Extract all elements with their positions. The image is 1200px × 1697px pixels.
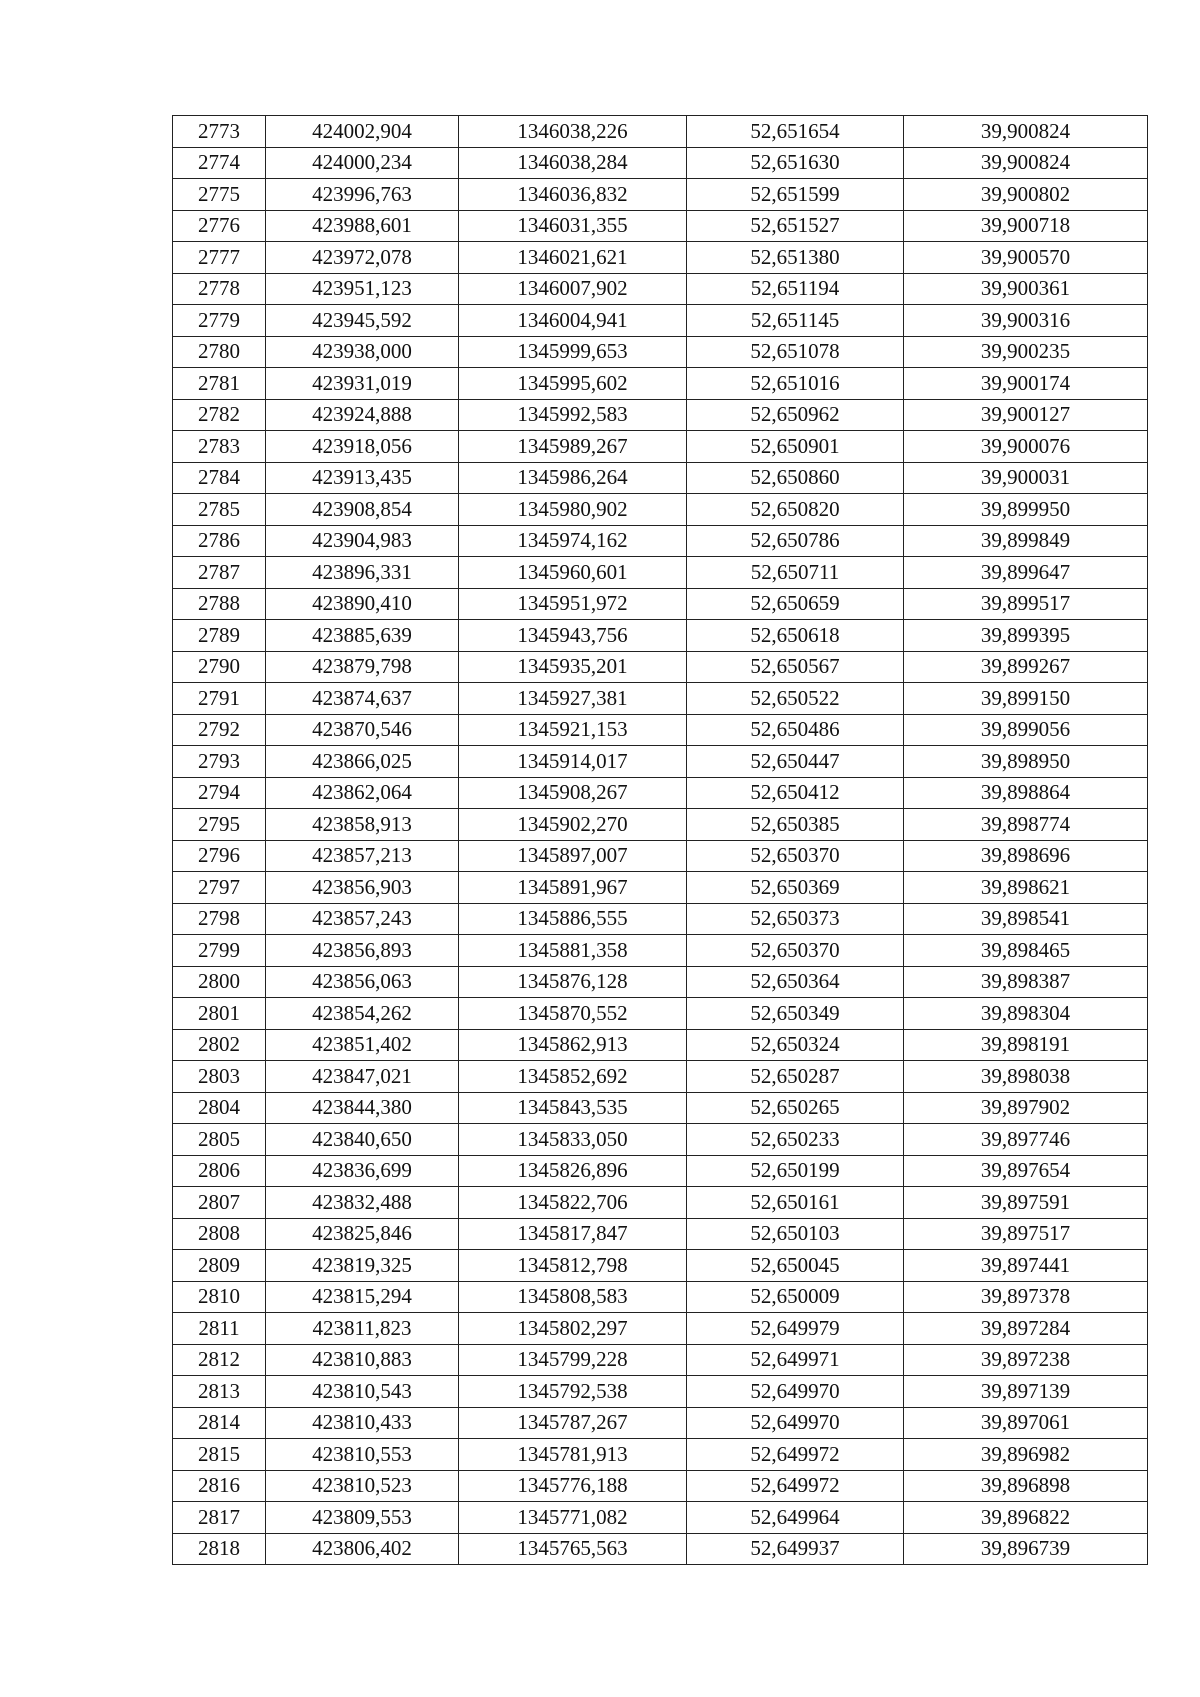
latitude-cell: 52,650711	[687, 557, 904, 589]
latitude-cell: 52,651527	[687, 210, 904, 242]
y-coordinate-cell: 1346031,355	[459, 210, 687, 242]
longitude-cell: 39,898387	[904, 966, 1148, 998]
point-number-cell: 2791	[173, 683, 266, 715]
latitude-cell: 52,650962	[687, 399, 904, 431]
x-coordinate-cell: 423904,983	[266, 525, 459, 557]
table-row	[173, 147, 1148, 179]
longitude-cell: 39,897591	[904, 1187, 1148, 1219]
point-number-cell: 2808	[173, 1218, 266, 1250]
point-number-cell: 2779	[173, 305, 266, 337]
table-row	[173, 242, 1148, 274]
latitude-cell: 52,650199	[687, 1155, 904, 1187]
point-number-cell: 2814	[173, 1407, 266, 1439]
latitude-cell: 52,650412	[687, 777, 904, 809]
latitude-cell: 52,650103	[687, 1218, 904, 1250]
table-row	[173, 651, 1148, 683]
longitude-cell: 39,900570	[904, 242, 1148, 274]
longitude-cell: 39,900718	[904, 210, 1148, 242]
point-number-cell: 2775	[173, 179, 266, 211]
table-row	[173, 683, 1148, 715]
y-coordinate-cell: 1345974,162	[459, 525, 687, 557]
point-number-cell: 2795	[173, 809, 266, 841]
longitude-cell: 39,900802	[904, 179, 1148, 211]
point-number-cell: 2803	[173, 1061, 266, 1093]
longitude-cell: 39,899150	[904, 683, 1148, 715]
point-number-cell: 2809	[173, 1250, 266, 1282]
point-number-cell: 2792	[173, 714, 266, 746]
coordinates-table	[172, 115, 1148, 1565]
longitude-cell: 39,897902	[904, 1092, 1148, 1124]
table-row	[173, 1281, 1148, 1313]
point-number-cell: 2785	[173, 494, 266, 526]
x-coordinate-cell: 423844,380	[266, 1092, 459, 1124]
longitude-cell: 39,897061	[904, 1407, 1148, 1439]
latitude-cell: 52,650567	[687, 651, 904, 683]
table-row	[173, 273, 1148, 305]
table-row	[173, 1061, 1148, 1093]
latitude-cell: 52,649979	[687, 1313, 904, 1345]
x-coordinate-cell: 423857,213	[266, 840, 459, 872]
x-coordinate-cell: 423908,854	[266, 494, 459, 526]
table-row	[173, 1092, 1148, 1124]
y-coordinate-cell: 1346036,832	[459, 179, 687, 211]
y-coordinate-cell: 1345992,583	[459, 399, 687, 431]
x-coordinate-cell: 423866,025	[266, 746, 459, 778]
point-number-cell: 2818	[173, 1533, 266, 1565]
latitude-cell: 52,650786	[687, 525, 904, 557]
table-row	[173, 966, 1148, 998]
x-coordinate-cell: 423988,601	[266, 210, 459, 242]
longitude-cell: 39,897378	[904, 1281, 1148, 1313]
y-coordinate-cell: 1345914,017	[459, 746, 687, 778]
y-coordinate-cell: 1345812,798	[459, 1250, 687, 1282]
x-coordinate-cell: 423832,488	[266, 1187, 459, 1219]
longitude-cell: 39,897238	[904, 1344, 1148, 1376]
longitude-cell: 39,896822	[904, 1502, 1148, 1534]
point-number-cell: 2796	[173, 840, 266, 872]
y-coordinate-cell: 1345862,913	[459, 1029, 687, 1061]
latitude-cell: 52,650369	[687, 872, 904, 904]
latitude-cell: 52,649971	[687, 1344, 904, 1376]
point-number-cell: 2776	[173, 210, 266, 242]
longitude-cell: 39,899056	[904, 714, 1148, 746]
y-coordinate-cell: 1346021,621	[459, 242, 687, 274]
table-row	[173, 1218, 1148, 1250]
latitude-cell: 52,651194	[687, 273, 904, 305]
x-coordinate-cell: 423810,433	[266, 1407, 459, 1439]
point-number-cell: 2812	[173, 1344, 266, 1376]
table-row	[173, 746, 1148, 778]
table-row	[173, 1344, 1148, 1376]
table-row	[173, 588, 1148, 620]
y-coordinate-cell: 1345822,706	[459, 1187, 687, 1219]
x-coordinate-cell: 423918,056	[266, 431, 459, 463]
table-row	[173, 1533, 1148, 1565]
point-number-cell: 2790	[173, 651, 266, 683]
y-coordinate-cell: 1346038,284	[459, 147, 687, 179]
point-number-cell: 2802	[173, 1029, 266, 1061]
x-coordinate-cell: 423847,021	[266, 1061, 459, 1093]
longitude-cell: 39,899950	[904, 494, 1148, 526]
table-row	[173, 935, 1148, 967]
point-number-cell: 2789	[173, 620, 266, 652]
y-coordinate-cell: 1345787,267	[459, 1407, 687, 1439]
latitude-cell: 52,650659	[687, 588, 904, 620]
table-row	[173, 1376, 1148, 1408]
longitude-cell: 39,900235	[904, 336, 1148, 368]
point-number-cell: 2780	[173, 336, 266, 368]
table-row	[173, 305, 1148, 337]
y-coordinate-cell: 1345776,188	[459, 1470, 687, 1502]
x-coordinate-cell: 423858,913	[266, 809, 459, 841]
latitude-cell: 52,650860	[687, 462, 904, 494]
point-number-cell: 2788	[173, 588, 266, 620]
point-number-cell: 2787	[173, 557, 266, 589]
x-coordinate-cell: 423810,523	[266, 1470, 459, 1502]
longitude-cell: 39,896898	[904, 1470, 1148, 1502]
table-row	[173, 1439, 1148, 1471]
longitude-cell: 39,899517	[904, 588, 1148, 620]
latitude-cell: 52,650161	[687, 1187, 904, 1219]
x-coordinate-cell: 423810,543	[266, 1376, 459, 1408]
point-number-cell: 2804	[173, 1092, 266, 1124]
point-number-cell: 2784	[173, 462, 266, 494]
y-coordinate-cell: 1345792,538	[459, 1376, 687, 1408]
latitude-cell: 52,649970	[687, 1376, 904, 1408]
point-number-cell: 2815	[173, 1439, 266, 1471]
point-number-cell: 2805	[173, 1124, 266, 1156]
table-row	[173, 872, 1148, 904]
latitude-cell: 52,650370	[687, 840, 904, 872]
y-coordinate-cell: 1345808,583	[459, 1281, 687, 1313]
point-number-cell: 2782	[173, 399, 266, 431]
longitude-cell: 39,896982	[904, 1439, 1148, 1471]
x-coordinate-cell: 423951,123	[266, 273, 459, 305]
x-coordinate-cell: 423856,893	[266, 935, 459, 967]
table-row	[173, 1250, 1148, 1282]
latitude-cell: 52,650287	[687, 1061, 904, 1093]
table-row	[173, 462, 1148, 494]
y-coordinate-cell: 1345876,128	[459, 966, 687, 998]
longitude-cell: 39,900361	[904, 273, 1148, 305]
y-coordinate-cell: 1345765,563	[459, 1533, 687, 1565]
latitude-cell: 52,649964	[687, 1502, 904, 1534]
x-coordinate-cell: 423885,639	[266, 620, 459, 652]
longitude-cell: 39,900316	[904, 305, 1148, 337]
x-coordinate-cell: 423924,888	[266, 399, 459, 431]
longitude-cell: 39,896739	[904, 1533, 1148, 1565]
y-coordinate-cell: 1345799,228	[459, 1344, 687, 1376]
point-number-cell: 2813	[173, 1376, 266, 1408]
table-row	[173, 1155, 1148, 1187]
latitude-cell: 52,649972	[687, 1439, 904, 1471]
point-number-cell: 2778	[173, 273, 266, 305]
longitude-cell: 39,897441	[904, 1250, 1148, 1282]
longitude-cell: 39,898774	[904, 809, 1148, 841]
x-coordinate-cell: 423815,294	[266, 1281, 459, 1313]
x-coordinate-cell: 423810,883	[266, 1344, 459, 1376]
point-number-cell: 2810	[173, 1281, 266, 1313]
longitude-cell: 39,897517	[904, 1218, 1148, 1250]
point-number-cell: 2807	[173, 1187, 266, 1219]
table-row	[173, 494, 1148, 526]
latitude-cell: 52,651078	[687, 336, 904, 368]
latitude-cell: 52,649970	[687, 1407, 904, 1439]
longitude-cell: 39,900076	[904, 431, 1148, 463]
latitude-cell: 52,650373	[687, 903, 904, 935]
y-coordinate-cell: 1345935,201	[459, 651, 687, 683]
latitude-cell: 52,650233	[687, 1124, 904, 1156]
latitude-cell: 52,651630	[687, 147, 904, 179]
latitude-cell: 52,650901	[687, 431, 904, 463]
y-coordinate-cell: 1346004,941	[459, 305, 687, 337]
longitude-cell: 39,898864	[904, 777, 1148, 809]
latitude-cell: 52,651654	[687, 116, 904, 148]
y-coordinate-cell: 1345833,050	[459, 1124, 687, 1156]
point-number-cell: 2811	[173, 1313, 266, 1345]
x-coordinate-cell: 423996,763	[266, 179, 459, 211]
longitude-cell: 39,898541	[904, 903, 1148, 935]
y-coordinate-cell: 1345995,602	[459, 368, 687, 400]
latitude-cell: 52,649972	[687, 1470, 904, 1502]
longitude-cell: 39,900824	[904, 147, 1148, 179]
longitude-cell: 39,897746	[904, 1124, 1148, 1156]
latitude-cell: 52,650009	[687, 1281, 904, 1313]
x-coordinate-cell: 423874,637	[266, 683, 459, 715]
y-coordinate-cell: 1345989,267	[459, 431, 687, 463]
x-coordinate-cell: 423856,063	[266, 966, 459, 998]
latitude-cell: 52,651145	[687, 305, 904, 337]
x-coordinate-cell: 423913,435	[266, 462, 459, 494]
y-coordinate-cell: 1345886,555	[459, 903, 687, 935]
x-coordinate-cell: 423836,699	[266, 1155, 459, 1187]
longitude-cell: 39,899647	[904, 557, 1148, 589]
y-coordinate-cell: 1345980,902	[459, 494, 687, 526]
point-number-cell: 2781	[173, 368, 266, 400]
latitude-cell: 52,650618	[687, 620, 904, 652]
table-row	[173, 399, 1148, 431]
table-row	[173, 777, 1148, 809]
y-coordinate-cell: 1345843,535	[459, 1092, 687, 1124]
latitude-cell: 52,649937	[687, 1533, 904, 1565]
table-row	[173, 1470, 1148, 1502]
longitude-cell: 39,900127	[904, 399, 1148, 431]
point-number-cell: 2786	[173, 525, 266, 557]
y-coordinate-cell: 1345881,358	[459, 935, 687, 967]
y-coordinate-cell: 1346007,902	[459, 273, 687, 305]
x-coordinate-cell: 423870,546	[266, 714, 459, 746]
point-number-cell: 2817	[173, 1502, 266, 1534]
x-coordinate-cell: 423810,553	[266, 1439, 459, 1471]
table-row	[173, 903, 1148, 935]
y-coordinate-cell: 1345943,756	[459, 620, 687, 652]
x-coordinate-cell: 423809,553	[266, 1502, 459, 1534]
table-row	[173, 1124, 1148, 1156]
point-number-cell: 2793	[173, 746, 266, 778]
y-coordinate-cell: 1345951,972	[459, 588, 687, 620]
y-coordinate-cell: 1345802,297	[459, 1313, 687, 1345]
longitude-cell: 39,900824	[904, 116, 1148, 148]
latitude-cell: 52,650364	[687, 966, 904, 998]
latitude-cell: 52,650324	[687, 1029, 904, 1061]
y-coordinate-cell: 1345852,692	[459, 1061, 687, 1093]
point-number-cell: 2774	[173, 147, 266, 179]
x-coordinate-cell: 423945,592	[266, 305, 459, 337]
table-row	[173, 809, 1148, 841]
x-coordinate-cell: 424000,234	[266, 147, 459, 179]
longitude-cell: 39,898950	[904, 746, 1148, 778]
table-row	[173, 336, 1148, 368]
point-number-cell: 2773	[173, 116, 266, 148]
longitude-cell: 39,899267	[904, 651, 1148, 683]
point-number-cell: 2801	[173, 998, 266, 1030]
x-coordinate-cell: 423972,078	[266, 242, 459, 274]
longitude-cell: 39,900174	[904, 368, 1148, 400]
point-number-cell: 2797	[173, 872, 266, 904]
point-number-cell: 2800	[173, 966, 266, 998]
x-coordinate-cell: 423896,331	[266, 557, 459, 589]
latitude-cell: 52,651380	[687, 242, 904, 274]
latitude-cell: 52,650385	[687, 809, 904, 841]
table-row	[173, 431, 1148, 463]
table-row	[173, 1407, 1148, 1439]
point-number-cell: 2783	[173, 431, 266, 463]
table-row	[173, 998, 1148, 1030]
y-coordinate-cell: 1345960,601	[459, 557, 687, 589]
longitude-cell: 39,898621	[904, 872, 1148, 904]
longitude-cell: 39,898696	[904, 840, 1148, 872]
y-coordinate-cell: 1345771,082	[459, 1502, 687, 1534]
y-coordinate-cell: 1345902,270	[459, 809, 687, 841]
point-number-cell: 2816	[173, 1470, 266, 1502]
x-coordinate-cell: 423811,823	[266, 1313, 459, 1345]
latitude-cell: 52,651599	[687, 179, 904, 211]
point-number-cell: 2794	[173, 777, 266, 809]
table-row	[173, 179, 1148, 211]
table-row	[173, 1187, 1148, 1219]
table-row	[173, 368, 1148, 400]
y-coordinate-cell: 1345921,153	[459, 714, 687, 746]
table-row	[173, 620, 1148, 652]
table-row	[173, 714, 1148, 746]
latitude-cell: 52,650447	[687, 746, 904, 778]
x-coordinate-cell: 423931,019	[266, 368, 459, 400]
x-coordinate-cell: 423856,903	[266, 872, 459, 904]
coordinates-table-body	[173, 116, 1148, 1565]
y-coordinate-cell: 1346038,226	[459, 116, 687, 148]
x-coordinate-cell: 423840,650	[266, 1124, 459, 1156]
point-number-cell: 2777	[173, 242, 266, 274]
y-coordinate-cell: 1345927,381	[459, 683, 687, 715]
latitude-cell: 52,651016	[687, 368, 904, 400]
y-coordinate-cell: 1345999,653	[459, 336, 687, 368]
longitude-cell: 39,898304	[904, 998, 1148, 1030]
table-row	[173, 116, 1148, 148]
longitude-cell: 39,898038	[904, 1061, 1148, 1093]
point-number-cell: 2799	[173, 935, 266, 967]
y-coordinate-cell: 1345986,264	[459, 462, 687, 494]
table-row	[173, 1313, 1148, 1345]
point-number-cell: 2806	[173, 1155, 266, 1187]
longitude-cell: 39,897284	[904, 1313, 1148, 1345]
y-coordinate-cell: 1345897,007	[459, 840, 687, 872]
longitude-cell: 39,900031	[904, 462, 1148, 494]
x-coordinate-cell: 423890,410	[266, 588, 459, 620]
x-coordinate-cell: 423862,064	[266, 777, 459, 809]
longitude-cell: 39,897139	[904, 1376, 1148, 1408]
latitude-cell: 52,650486	[687, 714, 904, 746]
latitude-cell: 52,650820	[687, 494, 904, 526]
table-row	[173, 210, 1148, 242]
y-coordinate-cell: 1345870,552	[459, 998, 687, 1030]
x-coordinate-cell: 423806,402	[266, 1533, 459, 1565]
y-coordinate-cell: 1345817,847	[459, 1218, 687, 1250]
latitude-cell: 52,650045	[687, 1250, 904, 1282]
longitude-cell: 39,899395	[904, 620, 1148, 652]
y-coordinate-cell: 1345781,913	[459, 1439, 687, 1471]
longitude-cell: 39,898191	[904, 1029, 1148, 1061]
longitude-cell: 39,898465	[904, 935, 1148, 967]
y-coordinate-cell: 1345908,267	[459, 777, 687, 809]
x-coordinate-cell: 423825,846	[266, 1218, 459, 1250]
latitude-cell: 52,650370	[687, 935, 904, 967]
y-coordinate-cell: 1345826,896	[459, 1155, 687, 1187]
x-coordinate-cell: 423854,262	[266, 998, 459, 1030]
point-number-cell: 2798	[173, 903, 266, 935]
latitude-cell: 52,650349	[687, 998, 904, 1030]
table-row	[173, 840, 1148, 872]
y-coordinate-cell: 1345891,967	[459, 872, 687, 904]
x-coordinate-cell: 423879,798	[266, 651, 459, 683]
table-row	[173, 1029, 1148, 1061]
latitude-cell: 52,650265	[687, 1092, 904, 1124]
x-coordinate-cell: 423857,243	[266, 903, 459, 935]
table-row	[173, 525, 1148, 557]
x-coordinate-cell: 423851,402	[266, 1029, 459, 1061]
latitude-cell: 52,650522	[687, 683, 904, 715]
longitude-cell: 39,899849	[904, 525, 1148, 557]
x-coordinate-cell: 423938,000	[266, 336, 459, 368]
x-coordinate-cell: 424002,904	[266, 116, 459, 148]
x-coordinate-cell: 423819,325	[266, 1250, 459, 1282]
table-row	[173, 557, 1148, 589]
table-row	[173, 1502, 1148, 1534]
longitude-cell: 39,897654	[904, 1155, 1148, 1187]
